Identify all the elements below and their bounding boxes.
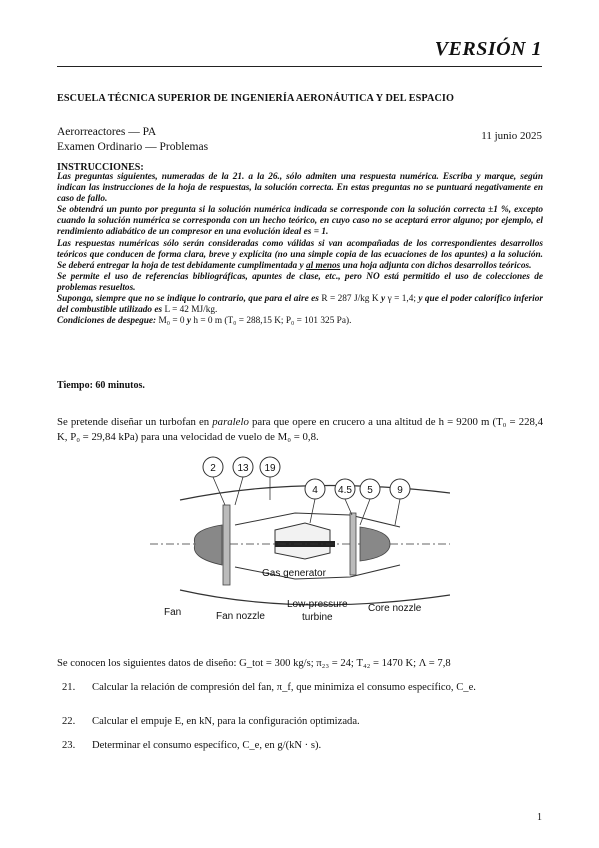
intro-part-b: para que opere en crucero a una altitud de h = 9200 m (T₀ = 228,4 K, P₀ = 29,84 kPa) para una velocidad de vuelo de M₀ = 0,8. bbox=[57, 416, 543, 443]
station-13: 13 bbox=[237, 463, 249, 474]
header-rule bbox=[57, 66, 542, 67]
course-info bbox=[57, 125, 208, 155]
instruction-p1: Las preguntas siguientes, numeradas de la 21. a la 26., sólo admiten una respuesta numérica. Escriba y marque, según indican las instrucciones de la hoja de respuestas, la solución correcta. En estas preguntas no se puntuará negativamente en caso de fallo. bbox=[57, 172, 543, 205]
question-22 bbox=[62, 716, 542, 727]
exam-date: 11 junio 2025 bbox=[481, 130, 542, 142]
question-text: Determinar el consumo específico, C_e, en g/(kN · s). bbox=[92, 740, 322, 751]
station-5: 5 bbox=[367, 485, 373, 496]
question-number: 21. bbox=[62, 682, 76, 693]
instruction-p6b: y bbox=[186, 316, 192, 327]
gamma-value: γ = 1,4; bbox=[387, 294, 416, 305]
station-19: 19 bbox=[264, 463, 276, 474]
fan-blade bbox=[223, 505, 230, 585]
question-text: Calcular el empuje E, en kN, para la configuración optimizada. bbox=[92, 716, 360, 727]
fan-label: Fan bbox=[164, 607, 182, 618]
gas-constant: R = 287 J/kg K bbox=[321, 294, 379, 305]
station-4-5: 4.5 bbox=[338, 485, 352, 496]
time-limit: Tiempo: 60 minutos. bbox=[57, 380, 145, 391]
page-number: 1 bbox=[537, 812, 542, 823]
instructions-body bbox=[57, 172, 543, 327]
instruction-p3b: una hoja adjunta con dichos desarrollos teóricos. bbox=[342, 260, 532, 271]
station-4: 4 bbox=[312, 485, 318, 496]
instruction-p5b: y bbox=[381, 294, 386, 305]
instruction-p3-underline: al menos bbox=[305, 260, 341, 271]
instruction-p6 bbox=[57, 316, 543, 327]
instruction-p4: Se permite el uso de referencias bibliográficas, apuntes de clase, etc., pero NO está permitido el uso de colecciones de problemas resueltos. bbox=[57, 271, 543, 293]
instruction-p3 bbox=[57, 239, 543, 272]
station-2: 2 bbox=[210, 463, 216, 474]
design-data: Se conocen los siguientes datos de diseño: G_tot = 300 kg/s; π₂₃ = 24; T₄₂ = 1470 K; Λ = 7,8 bbox=[57, 658, 451, 669]
spinner-shape bbox=[194, 525, 222, 565]
question-number: 23. bbox=[62, 740, 76, 751]
instruction-p5a: Suponga, siempre que no se indique lo contrario, que para el aire es bbox=[57, 294, 319, 305]
problem-intro bbox=[57, 415, 543, 445]
course-title: Aerorreactores — PA bbox=[57, 126, 157, 138]
lp-turbine-label-1: Low-pressure bbox=[287, 599, 348, 610]
instruction-p5c: y que el poder calorífico inferior del combustible utilizado es bbox=[57, 294, 544, 316]
school-name: ESCUELA TÉCNICA SUPERIOR DE INGENIERÍA AERONÁUTICA Y DEL ESPACIO bbox=[57, 93, 455, 104]
question-21 bbox=[62, 682, 542, 693]
exam-title: Examen Ordinario — Problemas bbox=[57, 141, 209, 153]
takeoff-label: Condiciones de despegue: bbox=[57, 316, 157, 327]
turbofan-diagram bbox=[150, 455, 450, 630]
instruction-p3a: Las respuestas numéricas sólo serán consideradas como válidas si van acompañadas de los correspondientes desarrollos teóricos que conducen de forma clara, breve y explícita (no una simple copia de las ecuaciones de los apuntes) a la solución. Se deberá entregar la hoja de test debidamente cumplimentada y bbox=[57, 238, 543, 271]
heating-value: L = 42 MJ/kg. bbox=[164, 305, 218, 316]
instruction-p5 bbox=[57, 294, 543, 316]
core-plug-shape bbox=[360, 527, 390, 561]
fan-nozzle-label: Fan nozzle bbox=[216, 611, 265, 622]
intro-italic: paralelo bbox=[212, 416, 249, 428]
instruction-p2: Se obtendrá un punto por pregunta si la solución numérica indicada se corresponde con la solución correcta ±1 %, excepto cuando la solución numérica se corresponda con un hecho teórico, en cuyo caso no se aceptará error alguno; por ejemplo, el rendimiento adiabático de un compresor en una evolución ideal es = 1. bbox=[57, 205, 543, 238]
gas-generator-label: Gas generator bbox=[262, 568, 326, 579]
station-9: 9 bbox=[397, 485, 403, 496]
instructions-title: INSTRUCCIONES: bbox=[57, 162, 144, 173]
station-markers bbox=[203, 457, 410, 499]
lp-turbine-label-2: turbine bbox=[302, 612, 333, 623]
takeoff-mach: M₀ = 0 bbox=[158, 316, 185, 327]
version-label: VERSIÓN 1 bbox=[434, 38, 542, 60]
question-number: 22. bbox=[62, 716, 76, 727]
core-nozzle-label: Core nozzle bbox=[368, 603, 422, 614]
intro-part-a: Se pretende diseñar un turbofan en bbox=[57, 416, 210, 428]
lp-turbine-blade bbox=[350, 513, 356, 575]
takeoff-conditions: h = 0 m (T₀ = 288,15 K; P₀ = 101 325 Pa). bbox=[193, 316, 352, 327]
question-23 bbox=[62, 740, 542, 751]
question-text: Calcular la relación de compresión del fan, π_f, que minimiza el consumo específico, C_e. bbox=[92, 682, 476, 693]
